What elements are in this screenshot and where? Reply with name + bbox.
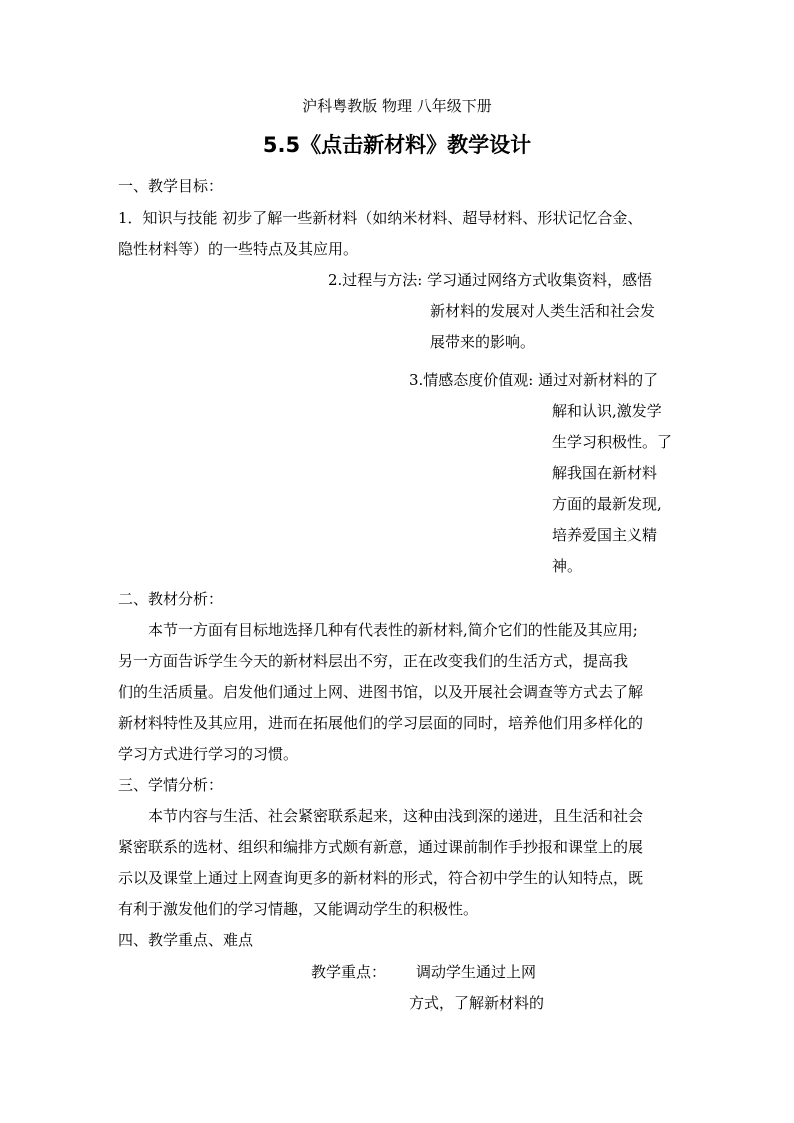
section-1-heading: 一、教学目标： <box>118 177 224 195</box>
key-point-line-1: 调动学生通过上网 <box>416 963 537 981</box>
goal-2-line-2: 新材料的发展对人类生活和社会发 <box>430 302 656 320</box>
goal-3-line-5: 方面的最新发现, <box>552 495 662 513</box>
section-2-line-3: 们的生活质量。启发他们通过上网、进图书馆，以及开展社会调查等方式去了解 <box>118 683 644 701</box>
goal-1-line-1: 1．知识与技能 初步了解一些新材料（如纳米材料、超导材料、形状记忆合金、 <box>118 209 643 227</box>
goal-3-line-1: 3.情感态度价值观: 通过对新材料的了 <box>409 371 659 389</box>
section-2-line-5: 学习方式进行学习的习惯。 <box>118 745 299 763</box>
section-4-heading: 四、教学重点、难点 <box>118 931 254 949</box>
document-title: 5.5《点击新材料》教学设计 <box>262 133 532 157</box>
section-3-line-2: 紧密联系的选材、组织和编排方式颇有新意，通过课前制作手抄报和课堂上的展 <box>118 838 644 856</box>
goal-3-line-4: 解我国在新材料 <box>552 464 658 482</box>
goal-2-line-3: 展带来的影响。 <box>430 333 536 351</box>
section-3-line-3: 示以及课堂上通过上网查询更多的新材料的形式，符合初中学生的认知特点，既 <box>118 869 644 887</box>
goal-3-line-3: 生学习积极性。了 <box>552 433 673 451</box>
document-subtitle: 沪科粤教版 物理 八年级下册 <box>302 97 492 115</box>
section-2-line-2: 另一方面告诉学生今天的新材料层出不穷，正在改变我们的生活方式，提高我 <box>118 652 629 670</box>
section-2-line-4: 新材料特性及其应用，进而在拓展他们的学习层面的同时，培养他们用多样化的 <box>118 714 644 732</box>
section-3-heading: 三、学情分析： <box>118 776 224 794</box>
section-2-heading: 二、教材分析： <box>118 590 224 608</box>
section-3-line-4: 有利于激发他们的学习情趣，又能调动学生的积极性。 <box>118 900 479 918</box>
section-3-line-1: 本节内容与生活、社会紧密联系起来，这种由浅到深的递进，且生活和社会 <box>148 807 644 825</box>
key-point-line-2: 方式，了解新材料的 <box>409 994 545 1012</box>
goal-3-line-2: 解和认识,激发学 <box>552 402 662 420</box>
goal-2-line-1: 2.过程与方法: 学习通过网络方式收集资料，感悟 <box>328 271 653 289</box>
goal-3-line-7: 神。 <box>552 557 583 575</box>
section-2-line-1: 本节一方面有目标地选择几种有代表性的新材料,简介它们的性能及其应用; <box>148 621 638 639</box>
goal-1-line-2: 隐性材料等）的一些特点及其应用。 <box>118 240 359 258</box>
goal-3-line-6: 培养爱国主义精 <box>552 526 658 544</box>
key-point-label: 教学重点： <box>311 963 387 981</box>
